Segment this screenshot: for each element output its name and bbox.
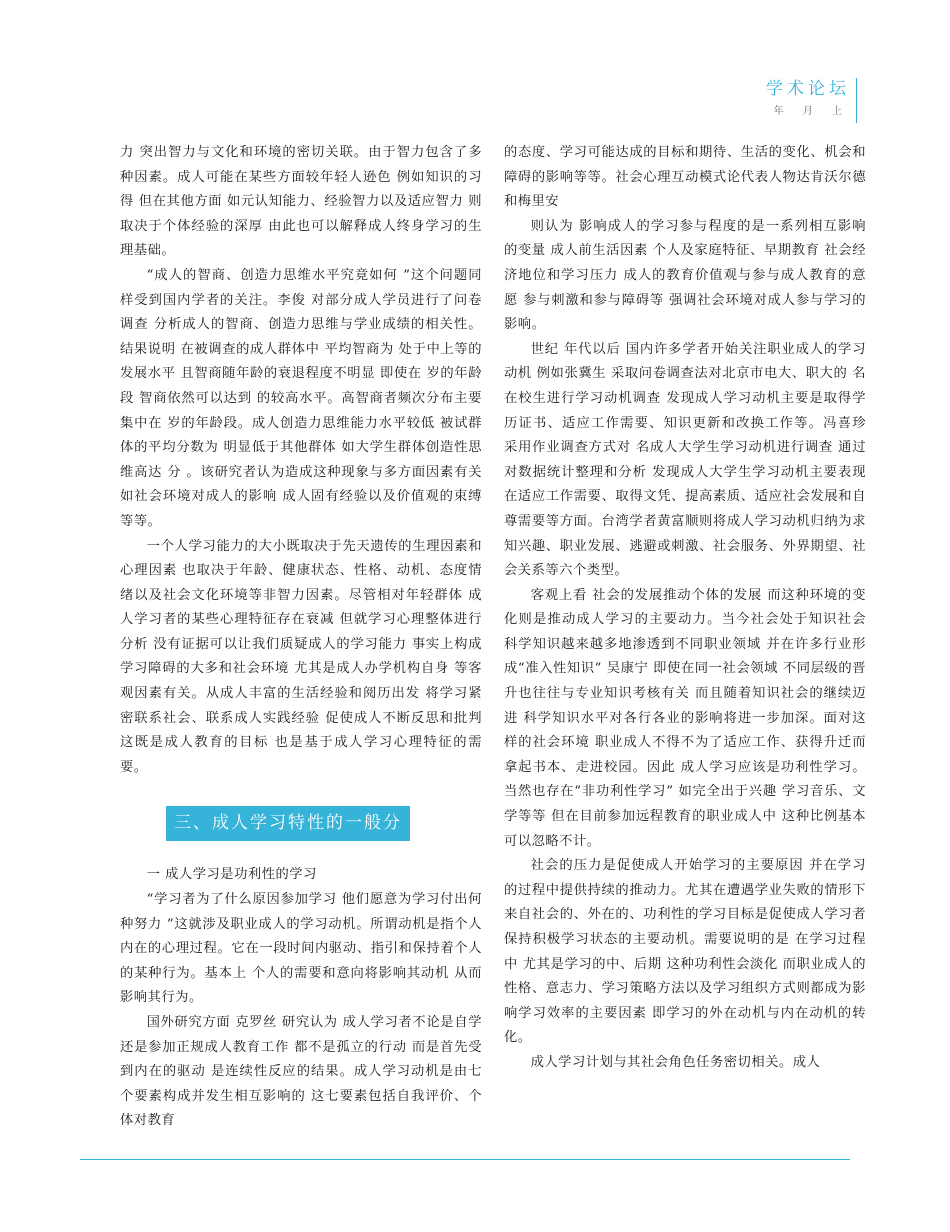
- paragraph: “学习者为了什么原因参加学习 他们愿意为学习付出何种努力 ”这就涉及职业成人的学习动机。所谓动机是指个人内在的心理过程。它在一段时间内驱动、指引和保持着个人的某种行为。基本上 个人的需要和意向将影响其动机 从而影响其行为。: [120, 892, 482, 1006]
- footer-rule: [80, 1159, 850, 1160]
- paragraph: 成人学习计划与其社会角色任务密切相关。成人: [530, 1054, 821, 1070]
- subsection-heading: 一 成人学习是功利性的学习: [146, 867, 317, 883]
- paragraph: 客观上看 社会的发展推动个体的发展 而这种环境的变化则是推动成人学习的主要动力。当今社会处于知识社会 科学知识越来越多地渗透到不同职业领域 并在许多行业形成“准入性知识” 吴康宁 即使在同一社会领域 不同层级的晋升也往往与专业知识考核有关 而且随着知识社会的继续迈进 科学知识水平对各行各业的影响将进一步加深。面对这样的社会环境 职业成人不得不为了适应工作、获得升迁而拿起书本、走进校园。因此 成人学习应该是功利性学习。当然也存在“非功利性学习” 如完全出于兴趣 学习音乐、文学等等 但在目前参加远程教育的职业成人中 这种比例基本可以忽略不计。: [504, 587, 866, 849]
- left-column: [120, 141, 482, 1134]
- paragraph: 国外研究方面 克罗丝 研究认为 成人学习者不论是自学还是参加正规成人教育工作 都不是孤立的行动 而是首先受到内在的驱动 是连续性反应的结果。成人学习动机是由七个要素构成并发生相互影响的 这七要素包括自我评价、个体对教育: [120, 1015, 482, 1129]
- paragraph: 则认为 影响成人的学习参与程度的是一系列相互影响的变量 成人前生活因素 个人及家庭特征、早期教育 社会经济地位和学习压力 成人的教育价值观与参与成人教育的意愿 参与刺激和参与障碍等 强调社会环境对成人参与学习的影响。: [504, 218, 866, 333]
- paragraph: 社会的压力是促使成人开始学习的主要原因 并在学习的过程中提供持续的推动力。尤其在遭遇学业失败的情形下 来自社会的、外在的、功利性的学习目标是促使成人学习者保持积极学习状态的主要动机。需要说明的是 在学习过程中 尤其是学习的中、后期 这种功利性会淡化 而职业成人的性格、意志力、学习策略方法以及学习组织方式则都成为影响学习效率的主要因素 即学习的外在动机与内在动机的转化。: [504, 858, 866, 1046]
- paragraph: 一个人学习能力的大小既取决于先天遗传的生理因素和心理因素 也取决于年龄、健康状态、性格、动机、态度情绪以及社会文化环境等非智力因素。尽管相对年轻群体 成人学习者的某些心理特征存在衰减 但就学习心理整体进行分析 没有证据可以让我们质疑成人的学习能力 事实上构成学习障碍的大多和社会环境 尤其是成人办学机构自身 等客观因素有关。从成人丰富的生活经验和阅历出发 将学习紧密联系社会、联系成人实践经验 促使成人不断反思和批判 这既是成人教育的目标 也是基于成人学习心理特征的需要。: [120, 538, 482, 775]
- section-title-banner: 三、成人学习特性的一般分析: [166, 806, 410, 841]
- header-divider: [856, 78, 857, 123]
- right-column: [504, 141, 866, 1076]
- journal-header: [766, 78, 850, 117]
- paragraph: 力 突出智力与文化和环境的密切关联。由于智力包含了多种因素。成人可能在某些方面较年轻人逊色 例如知识的习得 但在其他方面 如元认知能力、经验智力以及适应智力 则取决于个体经验的深厚 由此也可以解释成人终身学习的生理基础。: [120, 145, 482, 259]
- paragraph: 世纪 年代以后 国内许多学者开始关注职业成人的学习动机 例如张冀生 采取问卷调查法对北京市电大、职大的 名在校生进行学习动机调查 发现成人学习动机主要是取得学历证书、适应工作需要、知识更新和改换工作等。冯喜珍 采用作业调查方式对 名成人大学生学习动机进行调查 通过对数据统计整理和分析 发现成人大学生学习动机主要表现在适应工作需要、取得文凭、提高素质、适应社会发展和自尊需要等方面。台湾学者黄富顺则将成人学习动机归纳为求知兴趣、职业发展、逃避或刺激、社会服务、外界期望、社会关系等六个类型。: [504, 341, 866, 579]
- journal-title: 学术论坛: [766, 79, 850, 99]
- paragraph: 的态度、学习可能达成的目标和期待、生活的变化、机会和障碍的影响等等。社会心理互动模式论代表人物达肯沃尔德和梅里安: [504, 145, 866, 210]
- issue-info: 年 月 上: [773, 106, 850, 117]
- paragraph: “成人的智商、创造力思维水平究竟如何 ”这个问题同样受到国内学者的关注。李俊 对部分成人学员进行了问卷调查 分析成人的智商、创造力思维与学业成绩的相关性。结果说明 在被调查的成人群体中 平均智商为 处于中上等的发展水平 且智商随年龄的衰退程度不明显 即使在 岁的年龄段 智商依然可以达到 的较高水平。高智商者频次分布主要集中在 岁的年龄段。成人创造力思维能力水平较低 被试群体的平均分数为 明显低于其他群体 如大学生群体创造性思维高达 分 。该研究者认为造成这种现象与多方面因素有关 如社会环境对成人的影响 成人固有经验以及价值观的束缚等等。: [120, 267, 482, 529]
